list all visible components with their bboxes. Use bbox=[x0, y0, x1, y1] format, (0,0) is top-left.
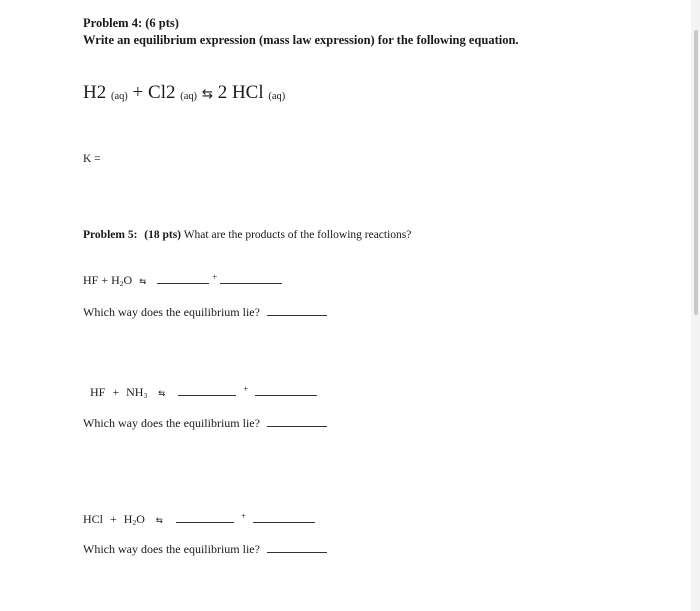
reactant-h2: H2 bbox=[83, 82, 107, 103]
reaction-3-product-1-blank[interactable] bbox=[176, 522, 234, 523]
reaction-2-lie-question: Which way does the equilibrium lie? bbox=[83, 416, 327, 431]
reaction-3-reactant-b: $H_2O$ bbox=[123, 512, 145, 527]
reaction-3 bbox=[83, 511, 315, 527]
problem-5-points: (18 pts) bbox=[144, 229, 182, 241]
reaction-2-plus: + bbox=[112, 385, 120, 399]
problem-4-heading: Problem 4: (6 pts) bbox=[83, 16, 179, 30]
reaction-2-reactant-a: HF bbox=[90, 385, 106, 399]
reaction-2-product-1-blank[interactable] bbox=[178, 395, 236, 396]
reaction-1-product-1-blank[interactable] bbox=[157, 283, 209, 284]
equilibrium-arrow-icon: ⇆ bbox=[139, 276, 147, 286]
reaction-3-product-2-blank[interactable] bbox=[253, 522, 315, 523]
equilibrium-arrow-icon: ⇆ bbox=[201, 87, 213, 102]
problem-5-heading: Problem 5: bbox=[83, 229, 138, 241]
problem-4-instruction: Write an equilibrium expression (mass law expression) for the following equation. bbox=[83, 33, 519, 47]
reaction-1-product-plus: + bbox=[212, 272, 218, 282]
reaction-2-lie-blank[interactable] bbox=[267, 426, 327, 427]
reactant-cl2: Cl2 bbox=[148, 82, 176, 103]
product-hcl: 2 HCl bbox=[217, 82, 264, 103]
reaction-1-reactant-b: $H_2O$ bbox=[111, 273, 133, 288]
reaction-3-lie-blank[interactable] bbox=[267, 552, 327, 553]
product-hcl-state: (aq) bbox=[268, 91, 286, 103]
equilibrium-equation bbox=[83, 82, 285, 104]
problem-5-question: What are the products of the following reactions? bbox=[183, 229, 412, 241]
reactant-cl2-state: (aq) bbox=[180, 91, 198, 103]
equilibrium-arrow-icon: ⇆ bbox=[155, 515, 163, 525]
reaction-3-product-plus: + bbox=[240, 511, 246, 521]
reaction-1-lie-question: Which way does the equilibrium lie? bbox=[83, 305, 327, 320]
reaction-3-lie-question: Which way does the equilibrium lie? bbox=[83, 542, 327, 557]
problem-5-header bbox=[83, 229, 411, 241]
reaction-1-product-2-blank[interactable] bbox=[220, 283, 282, 284]
reaction-2 bbox=[90, 384, 317, 400]
reaction-3-plus: + bbox=[110, 512, 117, 526]
scrollbar-thumb[interactable] bbox=[694, 30, 698, 315]
plus-sign: + bbox=[132, 82, 144, 103]
reactant-h2-state: (aq) bbox=[110, 91, 128, 103]
reaction-1-reactant-a: HF bbox=[83, 273, 99, 287]
reaction-1-plus: + bbox=[101, 273, 109, 287]
k-expression-label: K = bbox=[83, 153, 101, 165]
reaction-1 bbox=[83, 272, 282, 288]
reaction-2-product-2-blank[interactable] bbox=[255, 395, 317, 396]
reaction-2-reactant-b: $NH_3$ bbox=[126, 385, 148, 400]
reaction-2-product-plus: + bbox=[243, 384, 249, 394]
equilibrium-arrow-icon: ⇆ bbox=[158, 388, 166, 398]
reaction-3-reactant-a: HCl bbox=[83, 512, 104, 526]
reaction-1-lie-blank[interactable] bbox=[267, 315, 327, 316]
